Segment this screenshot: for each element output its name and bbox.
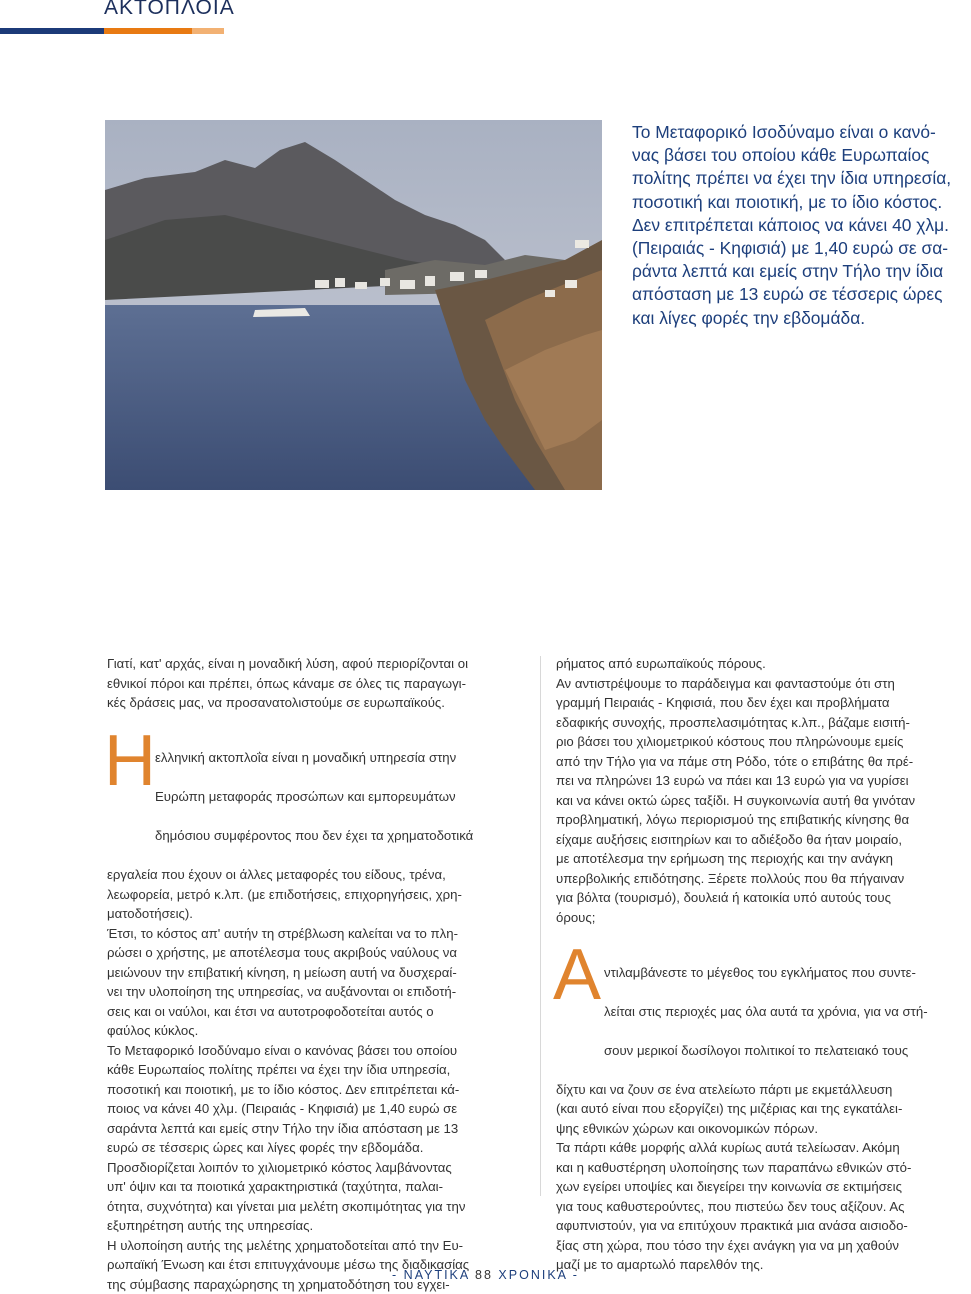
dropcap-line: δημόσιου συμφέροντος που δεν έχει τα χρηματοδοτικά bbox=[107, 826, 525, 846]
left-column bbox=[107, 654, 525, 1294]
body-paragraph: Προσδιορίζεται λοιπόν το χιλιομετρικό κόστος λαμβάνοντας υπ' όψιν και τα ποιοτικά χαρακτηριστικά (ταχύτητα, παλαι- ότητα, συχνότητα) και γίνεται μια μελέτη σκοπιμότητας για την εξυπηρέτηση αυτής της υπηρεσίας. bbox=[107, 1158, 525, 1236]
footer-left: - ΝΑΥΤΙΚΑ bbox=[392, 1268, 470, 1282]
column-divider bbox=[540, 656, 541, 1196]
body-paragraph: Η υλοποίηση αυτής της μελέτης χρηματοδοτείται από την Ευ- ρωπαϊκή Ένωση και έτσι επιτυγχάνουμε μέσω της διαδικασίας της σύμβασης παραχώρησης τη χρηματοδότηση του εγχει- bbox=[107, 1236, 525, 1294]
header-rule-navy bbox=[0, 28, 104, 34]
dropcap-line: σουν μερικοί δωσίλογοι πολιτικοί το πελατειακό τους bbox=[556, 1041, 971, 1061]
dropcap-letter: Η bbox=[104, 725, 156, 797]
dropcap-paragraph bbox=[556, 943, 971, 1138]
dropcap-paragraph-rest: εργαλεία που έχουν οι άλλες μεταφορές του είδους, τρένα, λεωφορεία, μετρό κ.λπ. (με επιδοτήσεις, επιχορηγήσεις, χρη- ματοδοτήσεις). bbox=[107, 865, 525, 924]
dropcap-line: ντιλαμβάνεστε το μέγεθος του εγκλήματος που συντε- bbox=[556, 963, 971, 983]
right-column bbox=[556, 654, 971, 1275]
header-rule-light bbox=[192, 28, 224, 34]
dropcap-line: λείται στις περιοχές μας όλα αυτά τα χρόνια, για να στή- bbox=[556, 1002, 971, 1022]
body-paragraph: Αν αντιστρέψουμε το παράδειγμα και φανταστούμε ότι στη γραμμή Πειραιάς - Κηφισιά, που δεν έχει και προβλήματα εδαφικής συνοχής, προσπελασιμότητας κ.λπ., βάζαμε εισιτή- ριο βάσει του χιλιομετρικού κόστους που πληρώνουμε εμείς από την Τήλο για να πάμε στη Ρόδο, τότε ο επιβάτης θα πρέ- πει να πληρώνει 13 ευρώ να πάει και 13 ευρώ για να γυρίσει και να κάνει οκτώ ώρες ταξίδι. Η συγκοινωνία αυτή θα γινόταν προβληματική, λόγω περιορισμού της επιβατικής κίνησης θα είχαμε αυξήσεις εισιτηρίων και το αδιέξοδο θα ήταν μοιραίο, με αποτέλεσμα την ερήμωση της περιοχής και την ανάγκη υπερβολικής επιδότησης. Ξέρετε πολλούς που θα πήγαιναν για βόλτα (τουρισμό), δουλειά ή κατοικία υπό αυτούς τους όρους; bbox=[556, 674, 971, 928]
harbor-photo bbox=[105, 120, 602, 490]
dropcap-letter: Α bbox=[553, 939, 601, 1011]
header-rule-orange bbox=[104, 28, 192, 34]
dropcap-paragraph-rest: δίχτυ και να ζουν σε ένα ατελείωτο πάρτι με εκμετάλλευση (και αυτό είναι που εξοργίζει) της μιζέριας και της εγκατάλει- ψης εθνικών χώρων και οικονομικών πόρων. bbox=[556, 1080, 971, 1139]
body-paragraph: Το Μεταφορικό Ισοδύναμο είναι ο κανόνας βάσει του οποίου κάθε Ευρωπαίος πολίτης πρέπει να έχει την ίδια υπηρεσία, ποσοτική και ποιοτική, με το ίδιο κόστος. Δεν επιτρέπεται κά- ποιος να κάνει 40 χλμ. (Πειραιάς - Κηφισιά) με 1,40 ευρώ σε σαράντα λεπτά και εμείς στην Τήλο την ίδια απόσταση με 13 ευρώ σε τέσσερις ώρες και λίγες φορές την εβδομάδα. bbox=[107, 1041, 525, 1158]
section-title: ΑΚΤΟΠΛΟΙΑ bbox=[104, 0, 235, 20]
body-paragraph: Έτσι, το κόστος απ' αυτήν τη στρέβλωση καλείται να το πλη- ρώσει ο χρήστης, με αποτέλεσμα τους ακριβούς ναύλους να μειώνουν την επιβατική κίνηση, η μείωση αυτή να δυσχεραί- νει την υλοποίηση της υπηρεσίας, να αυξάνονται οι επιδοτή- σεις και οι ναύλοι, και έτσι να αυτοτροφοδοτείται αυτός ο φαύλος κύκλος. bbox=[107, 924, 525, 1041]
body-paragraph: ρήματος από ευρωπαϊκούς πόρους. bbox=[556, 654, 971, 674]
dropcap-line: Ευρώπη μεταφοράς προσώπων και εμπορευμάτων bbox=[107, 787, 525, 807]
body-paragraph: Τα πάρτι κάθε μορφής αλλά κυρίως αυτά τελείωσαν. Ακόμη και η καθυστέρηση υλοποίησης των παραπάνω εθνικών στό- χων εγείρει υποψίες και διεγείρει την κοινωνία σε εκτιμήσεις για τους καθυστερούντες, που πιστεύω δεν τους αξίζουν. Ας αφυπνιστούν, για να επιτύχουν πρακτικά μια ανάσα αισιοδο- ξίας στη χώρα, που τόσο την έχει ανάγκη για να μη χαθούν μαζί με το αμαρτωλό παρελθόν της. bbox=[556, 1138, 971, 1275]
dropcap-line: ελληνική ακτοπλοΐα είναι η μοναδική υπηρεσία στην bbox=[107, 748, 525, 768]
dropcap-paragraph bbox=[107, 729, 525, 924]
intro-paragraph: Γιατί, κατ' αρχάς, είναι η μοναδική λύση, αφού περιορίζονται οι εθνικοί πόροι και πρέπει, όπως κάναμε σε όλες τις παραγωγι- κές δράσεις μας, να προσανατολιστούμε σε ευρωπαϊκούς. bbox=[107, 654, 525, 713]
pull-quote: Το Μεταφορικό Ισοδύναμο είναι ο κανό- νας βάσει του οποίου κάθε Ευρωπαίος πολίτης πρέπει να έχει την ίδια υπηρεσία, ποσοτική και ποιοτική, με το ίδιο κόστος. Δεν επιτρέπεται κάποιος να κάνει 40 χλμ. (Πειραιάς - Κηφισιά) με 1,40 ευρώ σε σα- ράντα λεπτά και εμείς στην Τήλο την ίδια απόσταση με 13 ευρώ σε τέσσερις ώρες και λίγες φορές την εβδομάδα. bbox=[632, 121, 971, 330]
footer-right: ΧΡΟΝΙΚΑ - bbox=[498, 1268, 579, 1282]
page-number: 88 bbox=[475, 1268, 493, 1282]
page-footer bbox=[0, 1268, 971, 1282]
